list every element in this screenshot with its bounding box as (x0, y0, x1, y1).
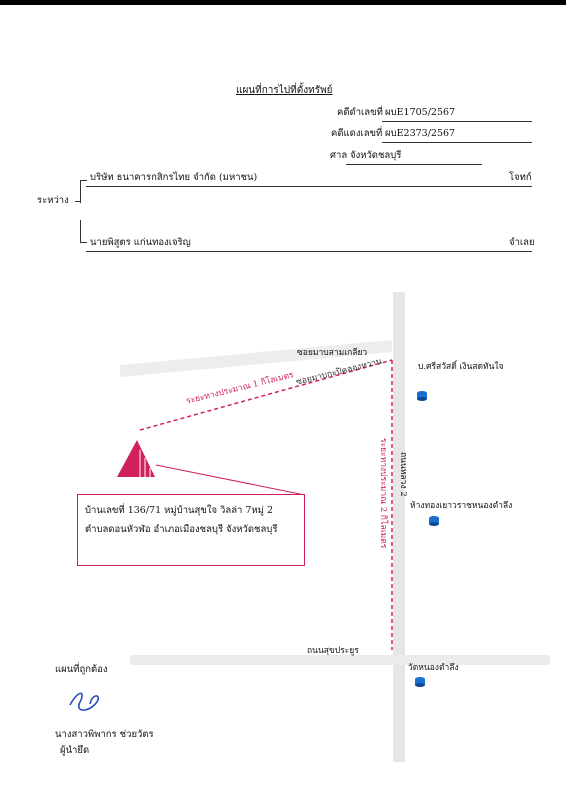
label-soi-sammakhiao: ซอยมาบสามเกลียว (297, 348, 368, 358)
plaintiff-name: บริษัท ธนาคารกสิกรไทย จำกัด (มหาชน) (90, 172, 258, 183)
landmark-1-label: บ.ศรีสวัสดิ์ เงินสดทันใจ (418, 362, 504, 372)
page-title: แผนที่การไปที่ตั้งทรัพย์ (236, 85, 333, 96)
black-case-label: คดีดำเลขที่ (337, 107, 383, 118)
landmark-3-label: วัดหนองตำลึง (408, 663, 459, 673)
defendant-name: นายพิสูตร แก่นทองเจริญ (90, 237, 191, 248)
court-name: จังหวัดชลบุรี (350, 150, 402, 161)
label-road-vertical: ถนนหลวง 2 (398, 452, 408, 497)
red-case-label: คดีแดงเลขที่ (331, 128, 383, 139)
address-line-2: ตำบลดอนหัวฬ่อ อำเภอเมืองชลบุรี จังหวัดชลบุรี (85, 524, 278, 535)
landmark-1-icon (417, 391, 427, 401)
label-distance-diagonal: ระยะทางประมาณ 1 กิโลเมตร (185, 370, 295, 407)
address-line-1: บ้านเลขที่ 136/71 หมู่บ้านสุขใจ วิลล่า 7หมู่ 2 (85, 505, 274, 516)
red-case-number: ผบE2373/2567 (385, 128, 456, 139)
signature-mark (70, 693, 98, 710)
landmark-2-icon (429, 516, 439, 526)
property-marker-icon (117, 440, 155, 477)
between-label: ระหว่าง (37, 195, 69, 206)
label-soi-mapkatprachan: ซอยมาบกะปิคลองหวาน (295, 356, 383, 388)
court-label: ศาล (330, 150, 348, 161)
landmark-2-label: ห้างทองเยาวราชหนองตำลึง (410, 501, 513, 511)
signer-name: นางสาวพิพากร ช่วยวัตร (55, 729, 154, 740)
black-case-number: ผบE1705/2567 (385, 107, 456, 118)
marker-pointer (156, 465, 305, 495)
main-road-vertical (393, 292, 405, 762)
plaintiff-role: โจทก์ (509, 172, 532, 183)
defendant-role: จำเลย (509, 237, 535, 248)
label-road-sukhprayoon: ถนนสุขประยูร (307, 646, 359, 656)
label-distance-vertical: ระยะทางประมาณ 2 กิโลเมตร (378, 438, 388, 549)
landmark-3-icon (415, 677, 425, 687)
certified-label: แผนที่ถูกต้อง (55, 664, 108, 675)
signer-role: ผู้นำยึด (60, 745, 90, 756)
